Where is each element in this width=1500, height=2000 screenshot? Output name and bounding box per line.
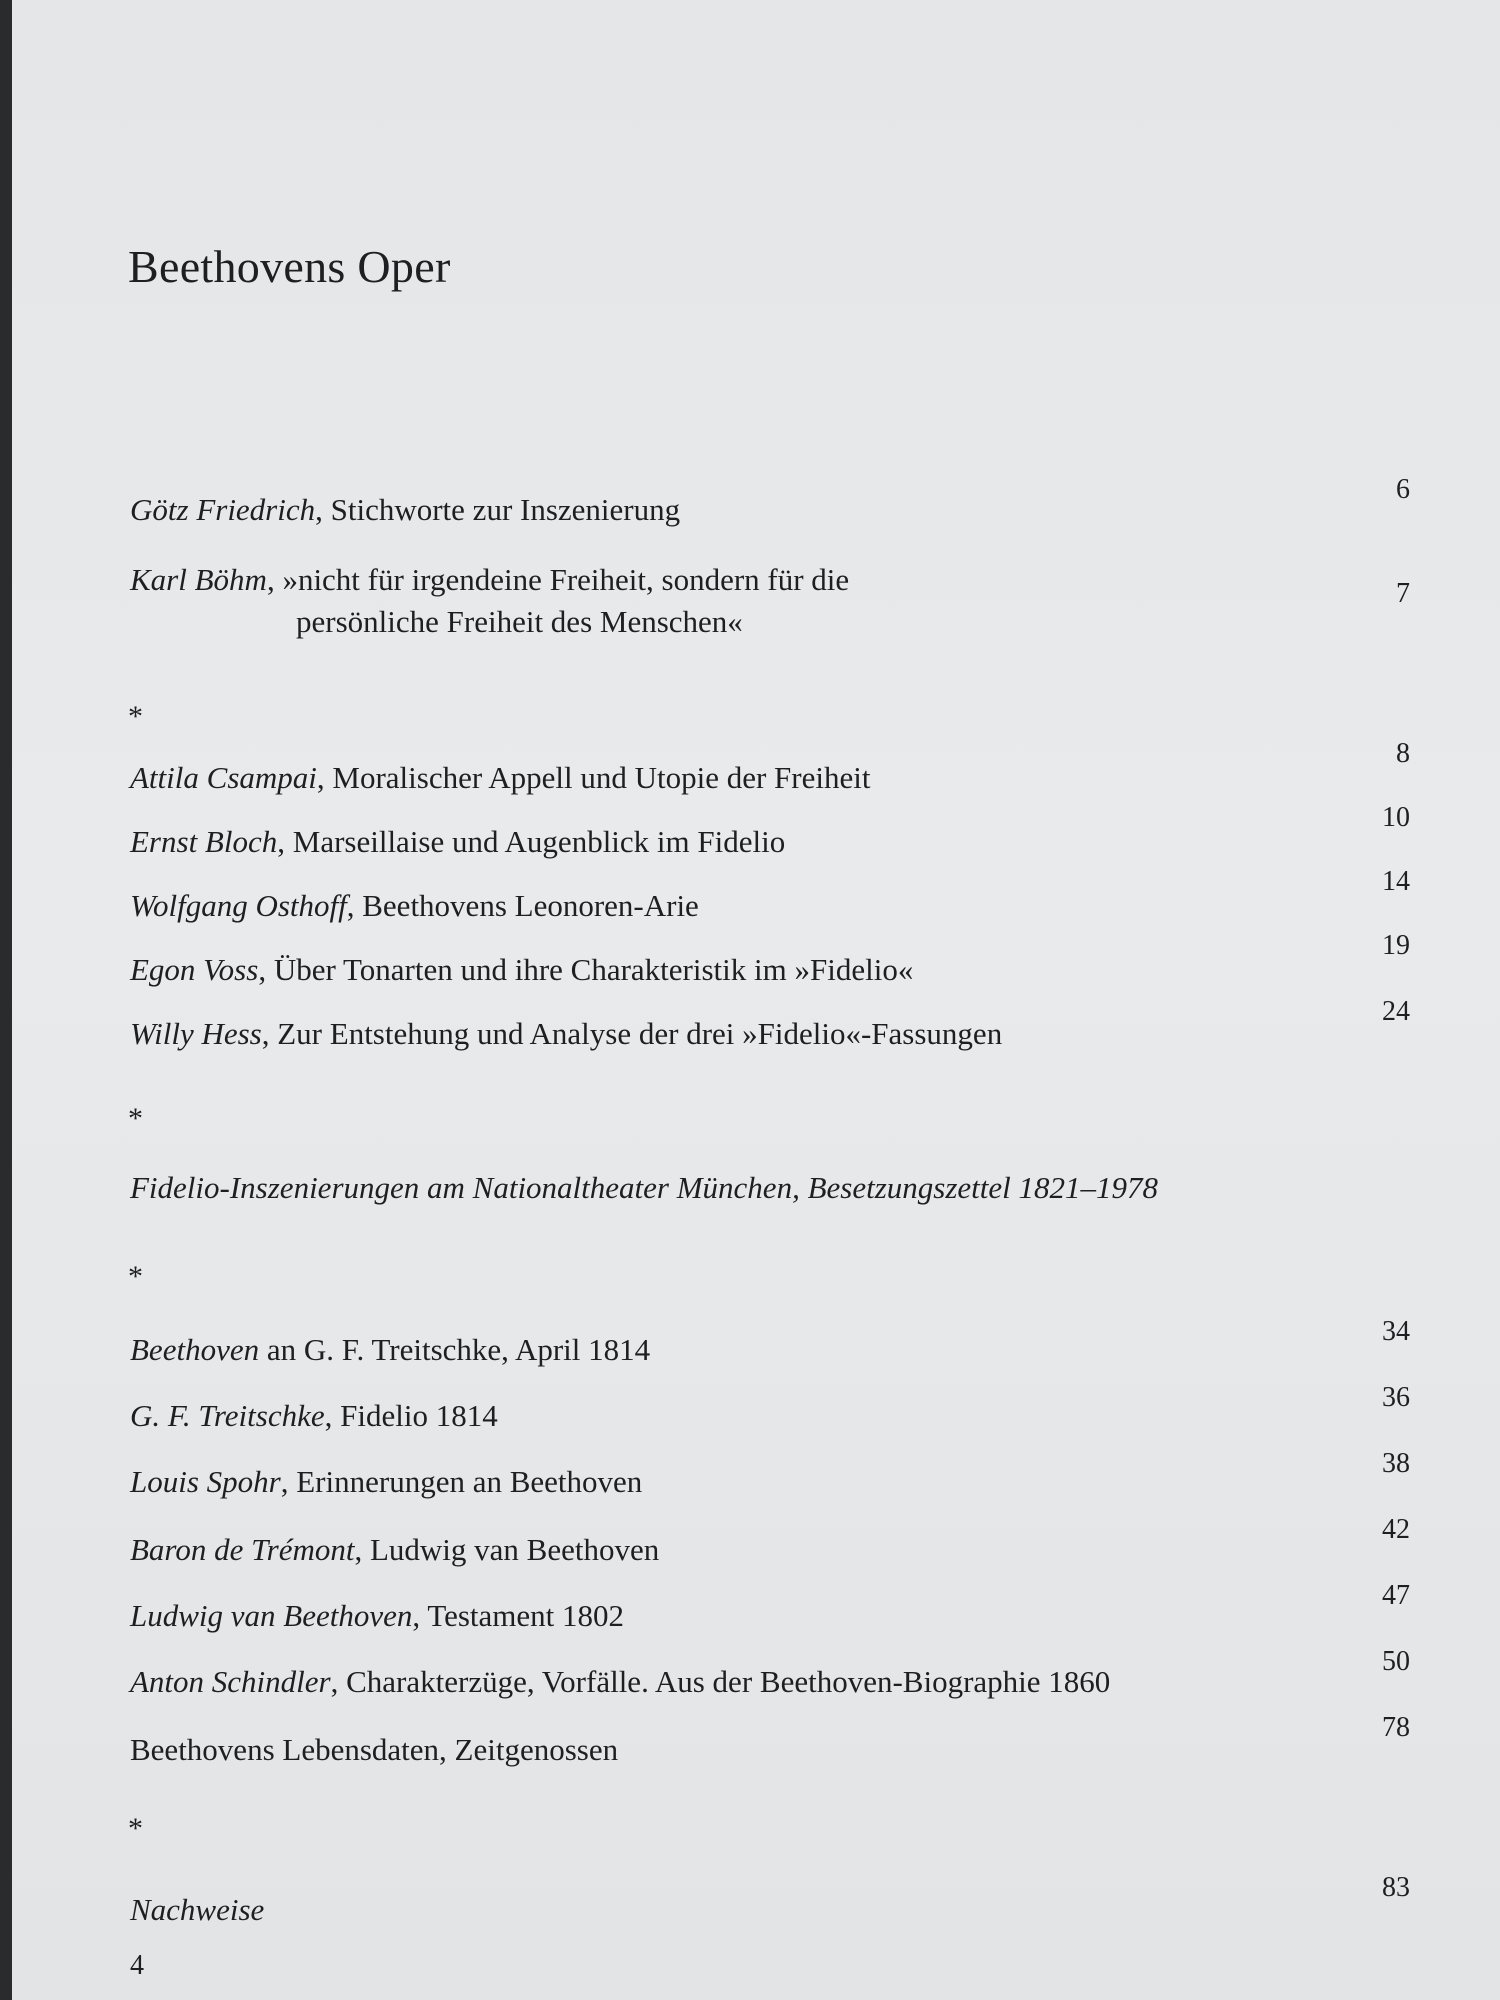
toc-entry xyxy=(130,758,1300,798)
entry-page-number: 7 xyxy=(1396,578,1410,609)
section-separator: * xyxy=(128,1102,143,1135)
entry-author: Anton Schindler xyxy=(130,1664,331,1699)
page-edge-shadow xyxy=(0,0,12,2000)
section-separator: * xyxy=(128,1260,143,1293)
entry-author: Louis Spohr xyxy=(130,1464,281,1499)
entry-title: , Über Tonarten und ihre Charakteristik im »Fidelio« xyxy=(258,952,914,987)
toc-entry xyxy=(130,1730,1300,1770)
entry-author: Baron de Trémont xyxy=(130,1532,355,1567)
toc-entry xyxy=(130,1596,1300,1636)
entry-author: G. F. Treitschke xyxy=(130,1398,325,1433)
entry-page-number: 47 xyxy=(1382,1580,1410,1611)
page-number: 4 xyxy=(130,1950,144,1981)
entry-page-number: 83 xyxy=(1382,1872,1410,1903)
toc-entry xyxy=(130,950,1300,990)
entry-title-continuation: persönliche Freiheit des Menschen« xyxy=(296,604,743,639)
entry-title: , Stichworte zur Inszenierung xyxy=(315,492,681,527)
entry-page-number: 19 xyxy=(1382,930,1410,961)
entry-page-number: 34 xyxy=(1382,1316,1410,1347)
toc-entry xyxy=(130,1014,1300,1054)
entry-author: Beethoven xyxy=(130,1332,260,1367)
entry-title: an G. F. Treitschke, April 1814 xyxy=(259,1332,651,1367)
entry-author: Attila Csampai xyxy=(130,760,317,795)
entry-title: , Marseillaise und Augenblick im Fidelio xyxy=(277,824,786,859)
entry-author: Wolfgang Osthoff xyxy=(130,888,347,923)
toc-entry xyxy=(130,490,1300,530)
entry-title: Beethovens Lebensdaten, Zeitgenossen xyxy=(130,1732,619,1767)
toc-entry xyxy=(130,1396,1300,1436)
entry-page-number: 38 xyxy=(1382,1448,1410,1479)
entry-author: Götz Friedrich xyxy=(130,492,316,527)
toc-entry xyxy=(130,560,1300,600)
entry-page-number: 8 xyxy=(1396,738,1410,769)
entry-author: Ludwig van Beethoven xyxy=(130,1598,413,1633)
entry-author: Ernst Bloch xyxy=(130,824,278,859)
entry-title: , Ludwig van Beethoven xyxy=(354,1532,660,1567)
entry-page-number: 10 xyxy=(1382,802,1410,833)
toc-entry xyxy=(130,1890,1300,1930)
toc-entry xyxy=(130,1462,1300,1502)
section-separator: * xyxy=(128,1812,143,1845)
page-title: Beethovens Oper xyxy=(128,241,451,292)
entry-title: , Beethovens Leonoren-Arie xyxy=(346,888,699,923)
entry-title: , Charakterzüge, Vorfälle. Aus der Beethoven-Biographie 1860 xyxy=(330,1664,1111,1699)
entry-title: , Zur Entstehung und Analyse der drei »Fidelio«-Fassungen xyxy=(261,1016,1003,1051)
toc-entry xyxy=(130,1662,1300,1702)
entry-author: Karl Böhm xyxy=(130,562,267,597)
entry-title: , Erinnerungen an Beethoven xyxy=(280,1464,643,1499)
toc-entry xyxy=(130,1168,1300,1208)
toc-entry xyxy=(130,1330,1300,1370)
entry-page-number: 14 xyxy=(1382,866,1410,897)
entry-author: Willy Hess xyxy=(130,1016,262,1051)
toc-entry xyxy=(130,1530,1300,1570)
entry-title: , Testament 1802 xyxy=(412,1598,625,1633)
entry-title: , »nicht für irgendeine Freiheit, sondern für die xyxy=(266,562,850,597)
entry-author: Fidelio-Inszenierungen am Nationaltheater München, Besetzungszettel 1821–1978 xyxy=(130,1170,1158,1205)
entry-page-number: 78 xyxy=(1382,1712,1410,1743)
entry-author: Egon Voss xyxy=(130,952,259,987)
entry-page-number: 50 xyxy=(1382,1646,1410,1677)
section-separator: * xyxy=(128,700,143,733)
entry-author: Nachweise xyxy=(130,1892,265,1927)
entry-title: , Moralischer Appell und Utopie der Freiheit xyxy=(316,760,871,795)
entry-title: , Fidelio 1814 xyxy=(324,1398,498,1433)
toc-entry xyxy=(130,822,1300,862)
entry-page-number: 6 xyxy=(1396,474,1410,505)
entry-page-number: 42 xyxy=(1382,1514,1410,1545)
entry-page-number: 24 xyxy=(1382,996,1410,1027)
toc-entry xyxy=(130,886,1300,926)
entry-page-number: 36 xyxy=(1382,1382,1410,1413)
